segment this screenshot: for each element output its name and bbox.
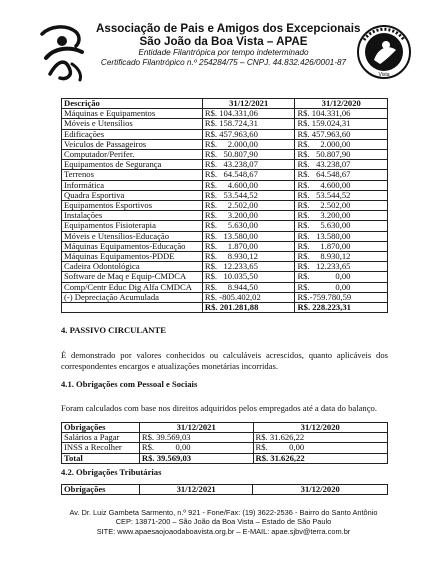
- table-cell: R$. 2.000,00: [295, 139, 388, 149]
- letterhead: [96, 22, 361, 68]
- table-cell: Informática: [62, 180, 203, 190]
- table-cell: Terrenos: [62, 170, 203, 180]
- table-cell: R$.-759.780,59: [295, 292, 388, 302]
- table-row: [62, 150, 388, 160]
- table-cell: R$. 43.238,07: [295, 160, 388, 170]
- table-cell: R$. 50.807,90: [295, 150, 388, 160]
- table-cell: R$. 0,00: [295, 272, 388, 282]
- table-cell: R$. 4.600,00: [202, 180, 295, 190]
- table-cell: R$. 104.331,06: [202, 109, 295, 119]
- table-row: [62, 160, 388, 170]
- table-cell: R$. 457.963,60: [295, 129, 388, 139]
- table-cell: Software de Maq e Equip-CMDCA: [62, 272, 203, 282]
- footer-cep: CEP: 13871-200 – São João da Boa Vista – Estado de São Paulo: [115, 517, 332, 527]
- footer-address: Av. Dr. Luiz Gambeta Sarmento, n.º 921 - Fone/Fax: (19) 3622-2536 - Bairro do Santo Antônio: [69, 508, 378, 517]
- table-cell: Veículos de Passageiros: [62, 139, 203, 149]
- org-subtitle: Entidade Filantrópica por tempo indeterminado: [138, 48, 309, 57]
- table-cell: R$. 39.569,03: [139, 453, 253, 463]
- table-row: [62, 211, 388, 221]
- table-cell: Máquinas Equipamentos-Educação: [62, 241, 203, 251]
- table-row: [62, 129, 388, 139]
- table-cell: R$. 0,00: [295, 282, 388, 292]
- table-row: [62, 201, 388, 211]
- table-row: [62, 252, 388, 262]
- table-row: [62, 190, 388, 200]
- table-row: [62, 221, 388, 231]
- table-row: [62, 170, 388, 180]
- table-cell: R$. 158.724,31: [202, 119, 295, 129]
- footer: [0, 508, 447, 536]
- table-cell: R$. 31.626,22: [253, 433, 388, 443]
- obrigacoes-tributarias-table: [61, 484, 388, 495]
- table-header-cell: 31/12/2021: [202, 99, 295, 109]
- table-total-row: [62, 453, 388, 463]
- table-row: [62, 180, 388, 190]
- table-cell: R$. 1.870,00: [295, 241, 388, 251]
- table-cell: [62, 303, 203, 313]
- table-cell: R$. 64.548,67: [202, 170, 295, 180]
- table-header-cell: Obrigações: [62, 485, 140, 495]
- table-header-cell: 31/12/2020: [253, 423, 388, 433]
- table-cell: R$. 8.930,12: [202, 252, 295, 262]
- table-row: [62, 262, 388, 272]
- table-cell: R$. 13.580,00: [295, 231, 388, 241]
- org-name-line1: Associação de Pais e Amigos dos Excepcionais: [96, 22, 361, 35]
- table-row: [62, 433, 388, 443]
- section-title-obrigacoes-pessoal: 4.1. Obrigações com Pessoal e Sociais: [61, 379, 198, 389]
- table-header-cell: Descrição: [62, 99, 203, 109]
- table-cell: Computador/Perifer.: [62, 150, 203, 160]
- table-cell: R$. 43.238,07: [202, 160, 295, 170]
- table-row: [62, 109, 388, 119]
- table-cell: Máquinas Equipamentos-PDDE: [62, 252, 203, 262]
- table-total-row: [62, 303, 388, 313]
- table-cell: R$. 228.223,31: [295, 303, 388, 313]
- table-cell: Equipamentos Fisioterapia: [62, 221, 203, 231]
- table-cell: R$. 12.233,65: [295, 262, 388, 272]
- table-cell: Edificações: [62, 129, 203, 139]
- section-paragraph-passivo: É demonstrado por valores conhecidos ou calculáveis acrescidos, quanto aplicáveis dos correspondentes encargos e atualizações monetárias incorridas.: [61, 350, 388, 371]
- table-row: [62, 272, 388, 282]
- org-certificate: Certificado Filantrópico n.º 254284/75 – CNPJ. 44.832.426/0001-87: [100, 58, 347, 67]
- table-cell: R$. 31.626,22: [253, 453, 388, 463]
- org-name-line2: São João da Boa Vista – APAE: [139, 35, 308, 48]
- table-cell: Quadra Esportiva: [62, 190, 203, 200]
- table-cell: R$. 1.870,00: [202, 241, 295, 251]
- table-cell: R$. 3.200,00: [295, 211, 388, 221]
- table-header-cell: Obrigações: [62, 423, 140, 433]
- table-cell: R$. 8.944,50: [202, 282, 295, 292]
- table-cell: R$. 457.963,60: [202, 129, 295, 139]
- table-cell: R$. 64.548,67: [295, 170, 388, 180]
- table-cell: R$. 12.233,65: [202, 262, 295, 272]
- seal-icon: [356, 24, 412, 80]
- table-cell: Móveis e Utensílios-Educação: [62, 231, 203, 241]
- table-header-cell: 31/12/2021: [139, 423, 253, 433]
- table-header-cell: 31/12/2020: [253, 485, 388, 495]
- section-title-passivo-circulante: 4. PASSIVO CIRCULANTE: [61, 325, 166, 335]
- table-cell: R$. 159.024,31: [295, 119, 388, 129]
- table-cell: R$. 39.569,03: [139, 433, 253, 443]
- table-cell: Equipamentos Esportivos: [62, 201, 203, 211]
- table-cell: R$. 53.544,52: [202, 190, 295, 200]
- table-cell: R$. 4.600,00: [295, 180, 388, 190]
- table-cell: Equipamentos de Segurança: [62, 160, 203, 170]
- table-cell: R$. 5.630,00: [295, 221, 388, 231]
- table-row: [62, 231, 388, 241]
- seal-text: Vista: [378, 72, 390, 78]
- table-cell: Total: [62, 453, 140, 463]
- table-cell: Cadeira Odontológica: [62, 262, 203, 272]
- footer-contact: SITE: www.apaesaojoaodaboavista.org.br – E-MAIL: apae.sjbv@terra.com.br: [96, 526, 351, 536]
- table-row: [62, 119, 388, 129]
- table-cell: R$. 2.502,00: [295, 201, 388, 211]
- fixed-assets-table: [61, 98, 388, 313]
- table-cell: R$. 0,00: [139, 443, 253, 453]
- table-cell: Salários a Pagar: [62, 433, 140, 443]
- table-cell: R$. -805.402,02: [202, 292, 295, 302]
- table-cell: R$. 53.544,52: [295, 190, 388, 200]
- table-cell: R$. 13.580,00: [202, 231, 295, 241]
- table-cell: (-) Depreciação Acumulada: [62, 292, 203, 302]
- table-cell: R$. 8.930,12: [295, 252, 388, 262]
- section-title-obrigacoes-tributarias: 4.2. Obrigações Tributárias: [61, 467, 162, 477]
- table-cell: R$. 3.200,00: [202, 211, 295, 221]
- table-cell: R$. 10.035,50: [202, 272, 295, 282]
- table-row: [62, 292, 388, 302]
- table-cell: R$. 201.281,88: [202, 303, 295, 313]
- table-cell: R$. 2.502,00: [202, 201, 295, 211]
- table-row: [62, 282, 388, 292]
- table-cell: R$. 104.331,06: [295, 109, 388, 119]
- table-cell: R$. 2.000,00: [202, 139, 295, 149]
- section-paragraph-obrigacoes-pessoal: Foram calculados com base nos direitos adquiridos pelos empregados até a data do balanço.: [61, 403, 377, 413]
- table-cell: INSS a Recolher: [62, 443, 140, 453]
- table-cell: Instalações: [62, 211, 203, 221]
- table-header-cell: 31/12/2021: [139, 485, 253, 495]
- table-cell: R$. 0,00: [253, 443, 388, 453]
- apae-logo-icon: [36, 24, 90, 82]
- table-row: [62, 139, 388, 149]
- table-row: [62, 241, 388, 251]
- table-cell: Máquinas e Equipamentos: [62, 109, 203, 119]
- table-cell: R$. 5.630,00: [202, 221, 295, 231]
- table-cell: R$. 50.807,90: [202, 150, 295, 160]
- table-cell: Comp/Centr Educ Dig Alfa CMDCA: [62, 282, 203, 292]
- table-row: [62, 443, 388, 453]
- table-header-cell: 31/12/2020: [295, 99, 388, 109]
- table-cell: Móveis e Utensílios: [62, 119, 203, 129]
- obrigacoes-pessoal-table: [61, 422, 388, 464]
